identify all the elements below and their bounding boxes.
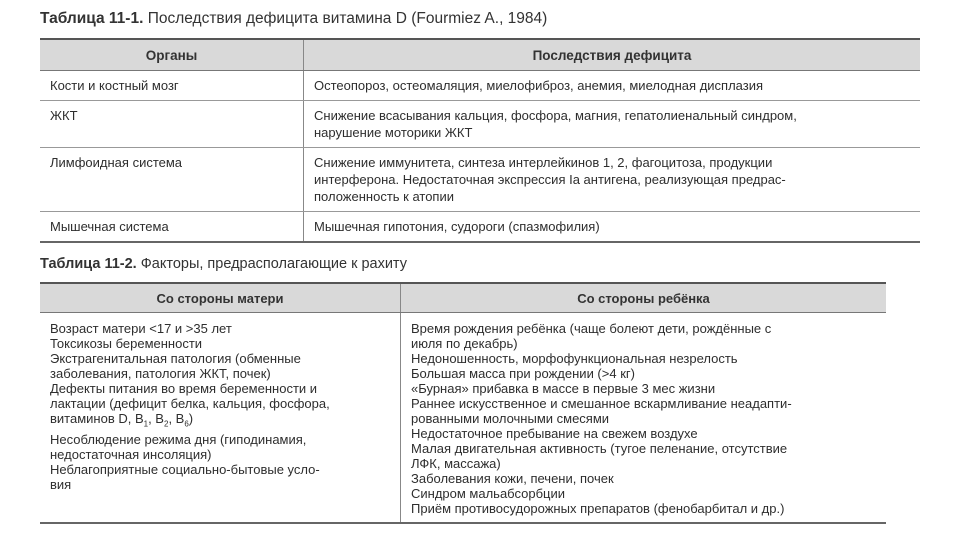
list-item: Неблагоприятные социально-бытовые усло- [50,461,320,477]
list-item: Дефекты питания во время беременности и [50,381,318,396]
effect-cell [304,148,921,212]
child-factors-cell [401,313,887,524]
header-consequences: Последствия дефицита [304,39,921,71]
effect-line: Снижение всасывания кальция, фосфора, магния, гепатолиенальный синдром, [314,108,797,123]
list-item: Возраст матери <17 и >35 лет [50,321,232,336]
organ-cell: Мышечная система [40,212,304,243]
list-item: заболевания, патология ЖКТ, почек) [50,366,271,381]
list-item: Большая масса при рождении (>4 кг) [411,366,635,381]
list-item: июля по декабрь) [411,336,518,351]
list-item: Время рождения ребёнка (чаще болеют дети, рождённые с [411,321,772,336]
effect-cell [304,101,921,148]
table2-title-text: Факторы, предрасполагающие к рахиту [136,256,407,272]
effect-cell [304,212,921,243]
subscript: 1 [143,419,149,429]
effect-cell [304,71,921,101]
table1-title [40,10,547,28]
table-row [40,313,886,524]
table2-title-number: Таблица 11-2. [40,256,137,272]
table-row [40,101,920,148]
organ-cell: Лимфоидная система [40,148,304,212]
list-item: «Бурная» прибавка в массе в первые 3 мес жизни [411,381,716,396]
effect-line: нарушение моторики ЖКТ [314,125,473,140]
organ-cell: Кости и костный мозг [40,71,304,101]
effect-line: положенность к атопии [314,189,454,204]
header-mother: Со стороны матери [40,283,401,313]
list-item: Недостаточное пребывание на свежем воздухе [411,426,698,441]
list-item: Синдром мальабсорбции [411,486,566,501]
list-item: Раннее искусственное и смешанное вскармливание неадапти- [411,396,792,411]
effect-line: интерферона. Недостаточная экспрессия Ia антигена, реализующая предрас- [314,172,786,187]
table1-title-number: Таблица 11-1. [40,10,144,27]
list-item: Недоношенность, морфофункциональная незрелость [411,351,738,366]
list-item: лактации (дефицит белка, кальция, фосфора, [50,396,330,411]
subscript: 2 [163,419,169,429]
table2-header-row [40,283,886,313]
list-item-vitamins [50,411,392,432]
subscript: 6 [184,419,189,429]
list-item: Несоблюдение режима дня (гиподинамия, [50,431,307,447]
vitamins-sep: , B [168,411,185,426]
list-item: Экстрагенитальная патология (обменные [50,351,301,366]
effect-line: Остеопороз, остеомаляция, миелофиброз, анемия, миелодная дисплазия [314,78,764,93]
header-organs: Органы [40,39,304,71]
vitamins-sep: , B [148,411,164,426]
effect-line: Снижение иммунитета, синтеза интерлейкинов 1, 2, фагоцитоза, продукции [314,155,773,170]
mother-factors-cell [40,313,401,524]
list-item: ЛФК, массажа) [411,456,501,471]
vitamins-close: ) [188,411,194,426]
list-item: вия [50,476,72,492]
effect-line: Мышечная гипотония, судороги (спазмофилия) [314,219,600,234]
list-item: Токсикозы беременности [50,336,203,351]
list-item: Малая двигательная активность (тугое пеленание, отсутствие [411,441,788,456]
table2-title [40,256,407,272]
table-row [40,148,920,212]
vitamins-text: витаминов D, B [50,411,144,426]
list-item: недостаточная инсоляция) [50,446,212,462]
table-row [40,212,920,243]
table1-title-text: Последствия дефицита витамина D (Fourmiez A., 1984) [143,10,548,27]
table1-header-row [40,39,920,71]
list-item: рованными молочными смесями [411,411,610,426]
list-item: Заболевания кожи, печени, почек [411,471,614,486]
header-child: Со стороны ребёнка [401,283,887,313]
list-item: Приём противосудорожных препаратов (фенобарбитал и др.) [411,501,785,516]
table-row [40,71,920,101]
organ-cell: ЖКТ [40,101,304,148]
rickets-factors-table [40,282,886,524]
vitamin-d-deficiency-table [40,38,920,243]
